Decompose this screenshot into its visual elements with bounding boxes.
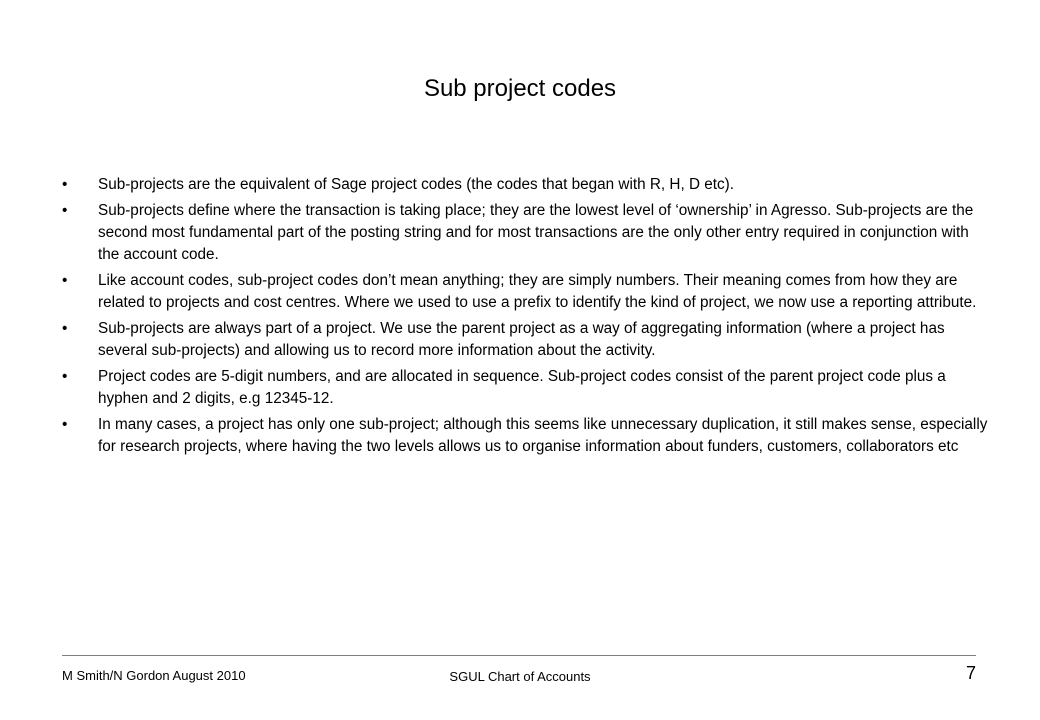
bullet-list xyxy=(62,174,992,462)
bullet-text: Sub-projects are always part of a project. We use the parent project as a way of aggregating information (where a project has several sub-projects) and allowing us to record more information about the activity. xyxy=(98,320,945,359)
bullet-marker: • xyxy=(62,176,68,193)
footer-author-date: M Smith/N Gordon August 2010 xyxy=(62,668,246,683)
bullet-text: Sub-projects are the equivalent of Sage project codes (the codes that began with R, H, D etc). xyxy=(98,176,735,193)
bullet-text: In many cases, a project has only one sub-project; although this seems like unnecessary duplication, it still makes sense, especially for research projects, where having the two levels allows us to organise information about funders, customers, collaborators etc xyxy=(98,416,988,455)
bullet-marker: • xyxy=(62,320,68,337)
bullet-marker: • xyxy=(62,272,68,289)
footer-divider xyxy=(62,655,976,656)
bullet-item xyxy=(62,200,992,266)
slide-title: Sub project codes xyxy=(423,75,617,102)
page-number: 7 xyxy=(965,663,976,683)
bullet-item xyxy=(62,318,992,362)
bullet-marker: • xyxy=(62,416,68,433)
bullet-marker: • xyxy=(62,202,68,219)
bullet-text: Like account codes, sub-project codes don’t mean anything; they are simply numbers. Their meaning comes from how they are related to projects and cost centres. Where we used to use a prefix to identify the kind of project, we now use a reporting attribute. xyxy=(98,272,977,311)
bullet-text: Project codes are 5-digit numbers, and are allocated in sequence. Sub-project codes consist of the parent project code plus a hyphen and 2 digits, e.g 12345-12. xyxy=(98,368,946,407)
footer-title: SGUL Chart of Accounts xyxy=(449,669,591,684)
bullet-item xyxy=(62,270,992,314)
bullet-item xyxy=(62,174,992,196)
bullet-text: Sub-projects define where the transaction is taking place; they are the lowest level of ‘ownership’ in Agresso. Sub-projects are the second most fundamental part of the posting string and for most transactions are the only other entry required in conjunction with the account code. xyxy=(98,202,974,263)
bullet-item xyxy=(62,414,992,458)
bullet-item xyxy=(62,366,992,410)
bullet-marker: • xyxy=(62,368,68,385)
